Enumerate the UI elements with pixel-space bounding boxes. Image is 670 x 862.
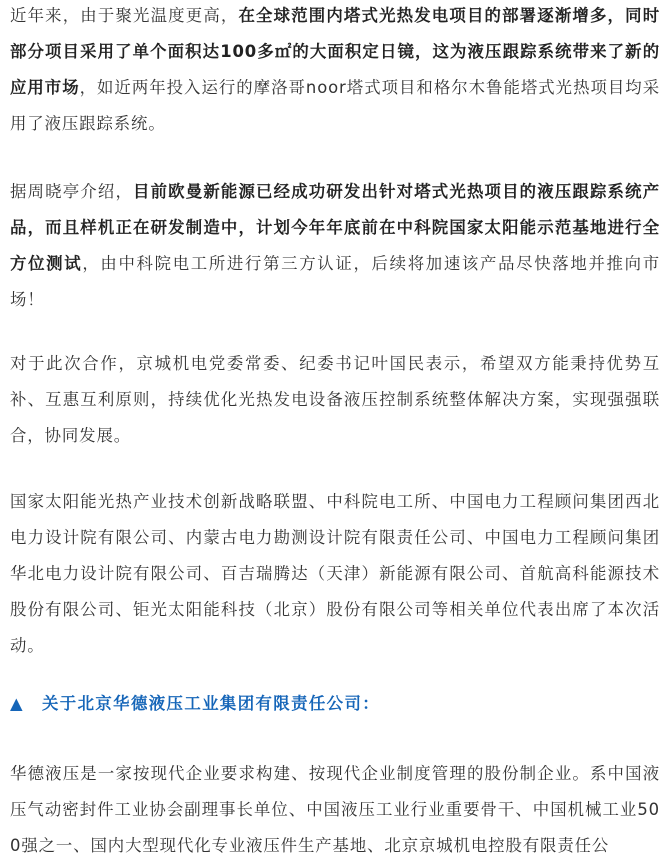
- paragraph-text: ，如近两年投入运行的摩洛哥noor塔式项目和格尔木鲁能塔式光热项目均采用了液压跟踪系统。: [10, 78, 660, 133]
- paragraph-cooperation-statement: 对于此次合作，京城机电党委常委、纪委书记叶国民表示，希望双方能秉持优势互补、互惠互利原则，持续优化光热发电设备液压控制系统整体解决方案，实现强强联合，协同发展。: [10, 354, 660, 445]
- section-heading: [10, 690, 660, 718]
- paragraph-emphasis: 在全球范围内塔式光热发电项目的部署逐渐增多，同时部分项目采用了单个面积达100多㎡的大面积定日镜，这为液压跟踪系统带来了新的应用市场: [10, 6, 660, 97]
- paragraph-text: ，由中科院电工所进行第三方认证，后续将加速该产品尽快落地并推向市场！: [10, 254, 660, 309]
- paragraph-emphasis: 目前欧曼新能源已经成功研发出针对塔式光热项目的液压跟踪系统产品，而且样机正在研发制造中，计划今年年底前在中科院国家太阳能示范基地进行全方位测试: [10, 182, 660, 273]
- triangle-marker-icon: ▲: [10, 694, 25, 713]
- paragraph-product-development: [10, 174, 660, 318]
- paragraph-market-context: [10, 0, 660, 142]
- paragraph-company-intro: 华德液压是一家按现代企业要求构建、按现代企业制度管理的股份制企业。系中国液压气动密封件工业协会副理事长单位、中国液压工业行业重要骨干、中国机械工业500强之一、国内大型现代化专业液压件生产基地、北京京城机电控股有限责任公: [10, 764, 660, 855]
- section-heading-text: 关于北京华德液压工业集团有限责任公司：: [42, 694, 381, 713]
- paragraph-attendees: 国家太阳能光热产业技术创新战略联盟、中科院电工所、中国电力工程顾问集团西北电力设计院有限公司、内蒙古电力勘测设计院有限责任公司、中国电力工程顾问集团华北电力设计院有限公司、百吉瑞腾达（天津）新能源有限公司、首航高科能源技术股份有限公司、钜光太阳能科技（北京）股份有限公司等相关单位代表出席了本次活动。: [10, 492, 660, 655]
- paragraph-text: 近年来，由于聚光温度更高，: [10, 6, 239, 25]
- paragraph-text: 据周晓亭介绍，: [10, 182, 134, 201]
